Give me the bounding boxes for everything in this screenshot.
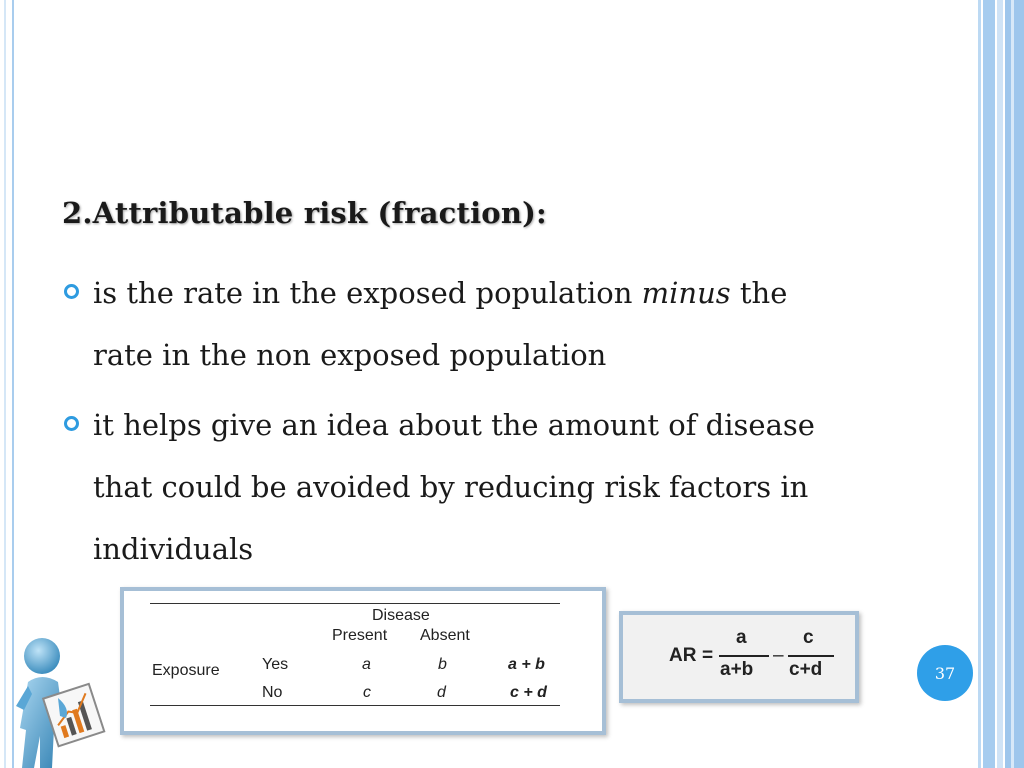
table-col-absent: Absent [420,627,470,644]
bullet-item-2 [62,394,882,580]
table-group-header: Disease [372,607,430,624]
table-cell-a-plus-b: a + b [508,656,545,673]
bullet-item-1 [62,262,882,386]
person-holding-chart-icon [14,636,110,768]
formula-minus: – [773,645,784,666]
bullet-list [62,262,882,580]
bullet-1-line-2: rate in the non exposed population [93,338,607,372]
bullet-1-text-before: is the rate in the exposed population [93,276,642,310]
table-cell-c: c [363,684,371,701]
table-top-rule [150,603,560,604]
formula-denominator-1: a+b [720,659,754,680]
bullet-1-emphasis: minus [641,276,731,310]
slide-heading: 2.Attributable risk (fraction): [62,196,547,230]
left-frame-border [0,0,14,768]
table-bottom-rule [150,705,560,706]
formula-fraction-bar-2 [788,655,834,657]
circle-bullet-icon [64,416,79,431]
formula-denominator-2: c+d [789,659,823,680]
bullet-2-line-2: that could be avoided by reducing risk factors in [93,470,809,504]
formula-numerator-2: c [803,627,814,648]
bullet-2-line-1: it helps give an idea about the amount of disease [93,408,815,442]
right-frame-stripes [978,0,1024,768]
contingency-table-image [120,587,606,735]
formula-fraction-bar-1 [719,655,769,657]
table-cell-d: d [437,684,446,701]
attributable-risk-formula-image [619,611,859,703]
table-cell-c-plus-d: c + d [510,684,547,701]
formula-numerator-1: a [736,627,747,648]
table-cell-b: b [438,656,447,673]
bullet-2-line-3: individuals [93,532,254,566]
page-number-badge: 37 [917,645,973,701]
table-row-yes: Yes [262,656,289,673]
table-row-label: Exposure [152,662,220,679]
table-cell-a: a [362,656,371,673]
bullet-1-text-after: the [730,276,788,310]
table-col-present: Present [332,627,388,644]
circle-bullet-icon [64,284,79,299]
table-row-no: No [262,684,283,701]
formula-lhs: AR [669,645,697,666]
formula-equals: = [702,645,714,666]
